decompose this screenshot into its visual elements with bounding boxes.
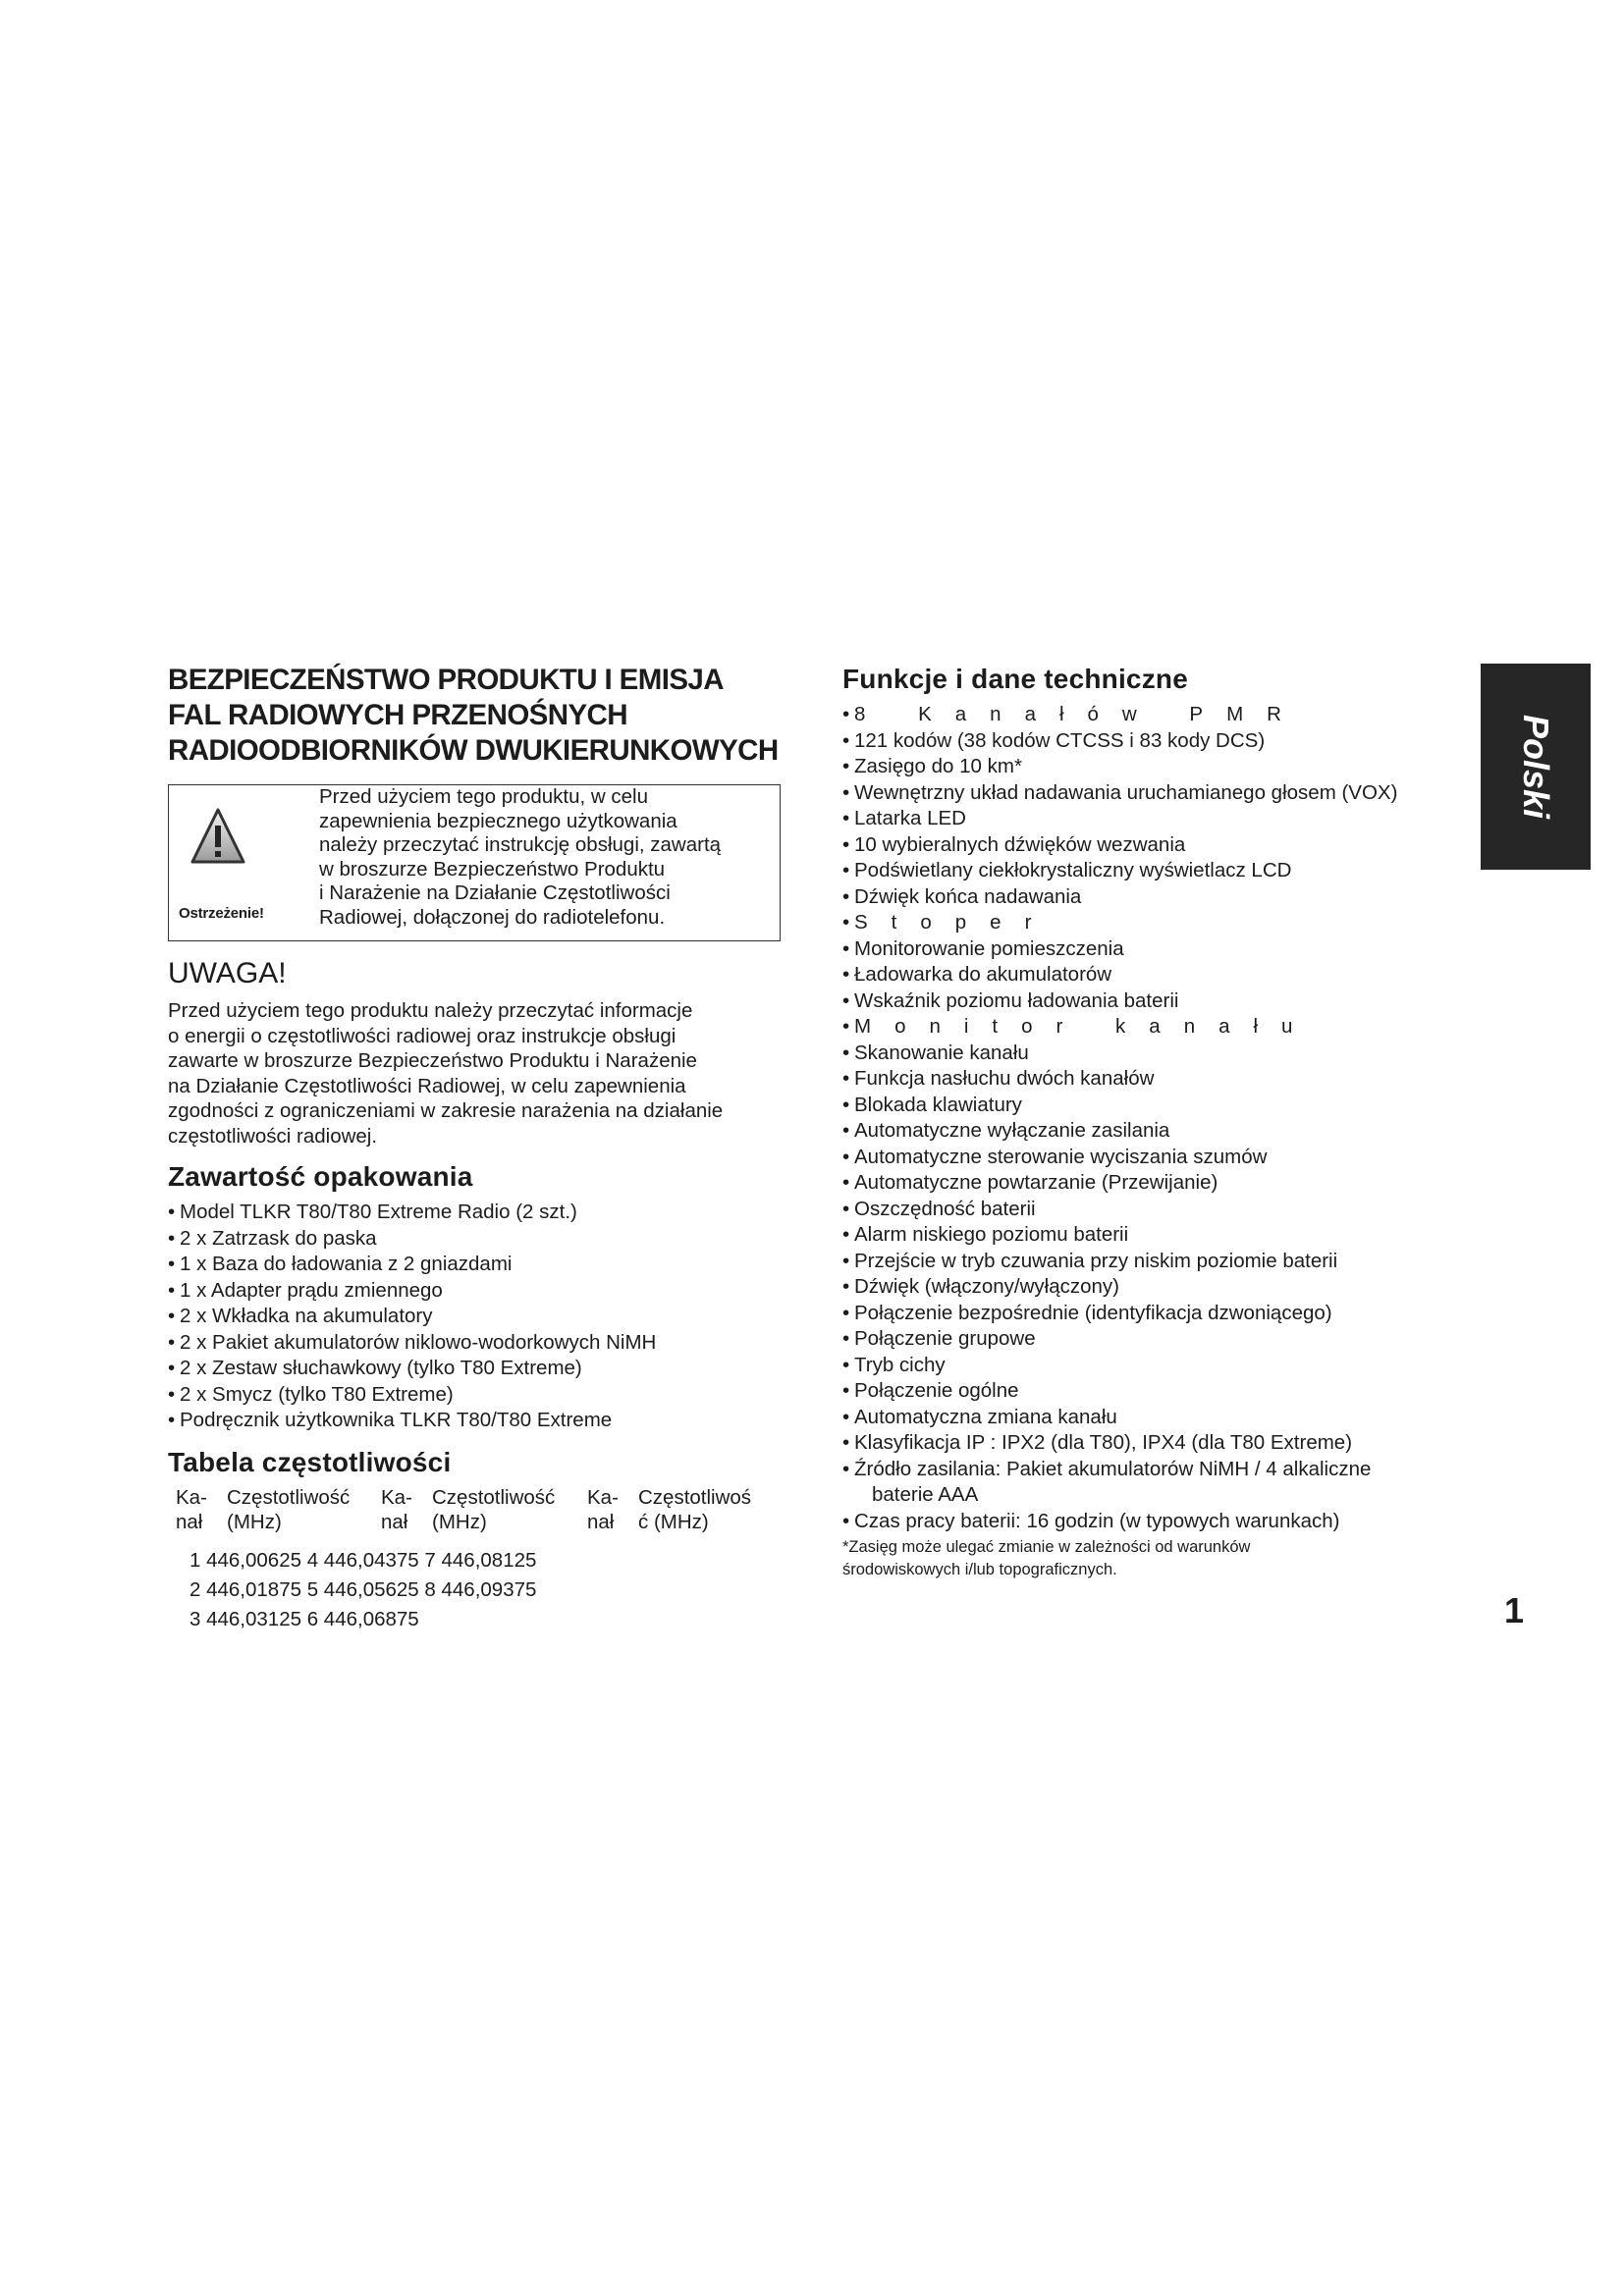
warning-box — [168, 784, 781, 941]
list-item: • Źródło zasilania: Pakiet akumulatorów NiMH / 4 alkaliczne — [842, 1457, 1372, 1480]
list-item: • Połączenie bezpośrednie (identyfikacja dzwoniącego) — [842, 1301, 1332, 1324]
list-item: • Podświetlany ciekłokrystaliczny wyświetlacz LCD — [842, 859, 1292, 881]
list-item: • Skanowanie kanału — [842, 1041, 1029, 1064]
list-item: • Automatyczna zmiana kanału — [842, 1405, 1117, 1428]
language-tab — [1481, 664, 1591, 870]
warning-label: Ostrzeżenie! — [179, 905, 264, 922]
freq-table-title: Tabela częstotliwości — [168, 1446, 452, 1477]
list-item: • 1 x Adapter prądu zmiennego — [168, 1278, 443, 1302]
list-item: • Latarka LED — [842, 807, 966, 829]
list-item: • Przejście w tryb czuwania przy niskim poziomie baterii — [842, 1249, 1338, 1272]
freq-table-header — [176, 1485, 782, 1534]
list-item: • Funkcja nasłuchu dwóch kanałów — [842, 1067, 1155, 1090]
list-item: • Oszczędność baterii — [842, 1197, 1036, 1220]
list-item: • Stoper — [842, 911, 1056, 934]
list-item: • 2 x Zatrzask do paska — [168, 1226, 377, 1250]
contents-list — [168, 1200, 782, 1434]
col-header: Częstotliwość (MHz) — [227, 1485, 351, 1533]
list-item: • Blokada klawiatury — [842, 1093, 1022, 1116]
list-item: • 1 x Baza do ładowania z 2 gniazdami — [168, 1253, 513, 1275]
list-item: • 2 x Zestaw słuchawkowy (tylko T80 Extreme) — [168, 1357, 582, 1379]
table-row: 2 446,01875 5 446,05625 8 446,09375 — [189, 1577, 537, 1601]
list-item: • Model TLKR T80/T80 Extreme Radio (2 szt.) — [168, 1201, 577, 1223]
list-item: • 2 x Wkładka na akumulatory — [168, 1305, 433, 1327]
list-item: • Automatyczne sterowanie wyciszania szumów — [842, 1145, 1268, 1168]
table-row: 1 446,00625 4 446,04375 7 446,08125 — [189, 1548, 537, 1572]
list-item: • Połączenie ogólne — [842, 1379, 1019, 1402]
uwaga-title: UWAGA! — [168, 957, 287, 989]
list-item: • Ładowarka do akumulatorów — [842, 963, 1112, 986]
table-row: 3 446,03125 6 446,06875 — [189, 1607, 419, 1630]
list-item: • 2 x Smycz (tylko T80 Extreme) — [168, 1382, 454, 1406]
list-item: • Wskaźnik poziomu ładowania baterii — [842, 988, 1179, 1012]
features-list — [842, 702, 1471, 1534]
main-title: BEZPIECZEŃSTWO PRODUKTU I EMISJA FAL RADIOWYCH PRZENOŚNYCH RADIOODBIORNIKÓW DWUKIERUNKOWYCH — [168, 664, 779, 767]
contents-title: Zawartość opakowania — [168, 1161, 473, 1192]
freq-table-body — [189, 1546, 782, 1634]
list-item-continuation: baterie AAA — [872, 1483, 979, 1506]
list-item: • 8 Kanałów PMR — [842, 703, 1305, 725]
language-tab-label: Polski — [1516, 714, 1556, 820]
list-item: • Klasyfikacja IP : IPX2 (dla T80), IPX4 (dla T80 Extreme) — [842, 1431, 1353, 1454]
list-item: • Dźwięk (włączony/wyłączony) — [842, 1275, 1119, 1298]
list-item: • Automatyczne powtarzanie (Przewijanie) — [842, 1171, 1218, 1194]
left-column — [168, 663, 782, 1634]
col-header: Częstotliwość (MHz) — [432, 1485, 556, 1533]
features-title: Funkcje i dane techniczne — [842, 664, 1188, 694]
col-header: Ka- nał — [176, 1485, 207, 1533]
list-item: • Podręcznik użytkownika TLKR T80/T80 Extreme — [168, 1409, 613, 1431]
list-item: • 10 wybieralnych dźwięków wezwania — [842, 832, 1186, 856]
list-item: • Dźwięk końca nadawania — [842, 884, 1082, 908]
list-item: • Tryb cichy — [842, 1353, 946, 1376]
list-item: • Zasięgo do 10 km* — [842, 755, 1022, 777]
list-item: • Automatyczne wyłączanie zasilania — [842, 1119, 1170, 1142]
list-item: • Czas pracy baterii: 16 godzin (w typowych warunkach) — [842, 1509, 1340, 1532]
warning-triangle-icon — [190, 807, 245, 866]
warning-text: Przed użyciem tego produktu, w celu zapewnienia bezpiecznego użytkowania należy przeczytać instrukcję obsługi, zawartą w broszurze Bezpieczeństwo Produktu i Narażenie na Działanie Częstotliwości Radiowej, dołączonej do radiotelefonu. — [319, 785, 722, 929]
col-header: Ka- nał — [381, 1485, 412, 1533]
list-item: • 121 kodów (38 kodów CTCSS i 83 kody DCS) — [842, 728, 1266, 752]
list-item: • Monitor kanału — [842, 1015, 1317, 1038]
col-header: Częstotliwoś ć (MHz) — [638, 1485, 752, 1533]
list-item: • Wewnętrzny układ nadawania uruchamianego głosem (VOX) — [842, 780, 1398, 804]
uwaga-text: Przed użyciem tego produktu należy przeczytać informacje o energii o częstotliwości radiowej oraz instrukcje obsługi zawarte w broszurze Bezpieczeństwo Produktu i Narażenie na Działanie Częstotliwości Radiowej, w celu zapewnienia zgodności z ograniczeniami w zakresie narażenia na działanie częstotliwości radiowej. — [168, 999, 724, 1148]
footnote: *Zasięg może ulegać zmianie w zależności od warunków środowiskowych i/lub topograficznych. — [842, 1538, 1251, 1578]
list-item: • Połączenie grupowe — [842, 1327, 1036, 1350]
list-item: • Alarm niskiego poziomu baterii — [842, 1223, 1129, 1246]
col-header: Ka- nał — [587, 1485, 619, 1533]
right-column — [842, 663, 1471, 1581]
list-item: • Monitorowanie pomieszczenia — [842, 936, 1124, 960]
page-number: 1 — [1504, 1590, 1525, 1630]
freq-table — [176, 1485, 782, 1634]
list-item: • 2 x Pakiet akumulatorów niklowo-wodorkowych NiMH — [168, 1330, 657, 1354]
